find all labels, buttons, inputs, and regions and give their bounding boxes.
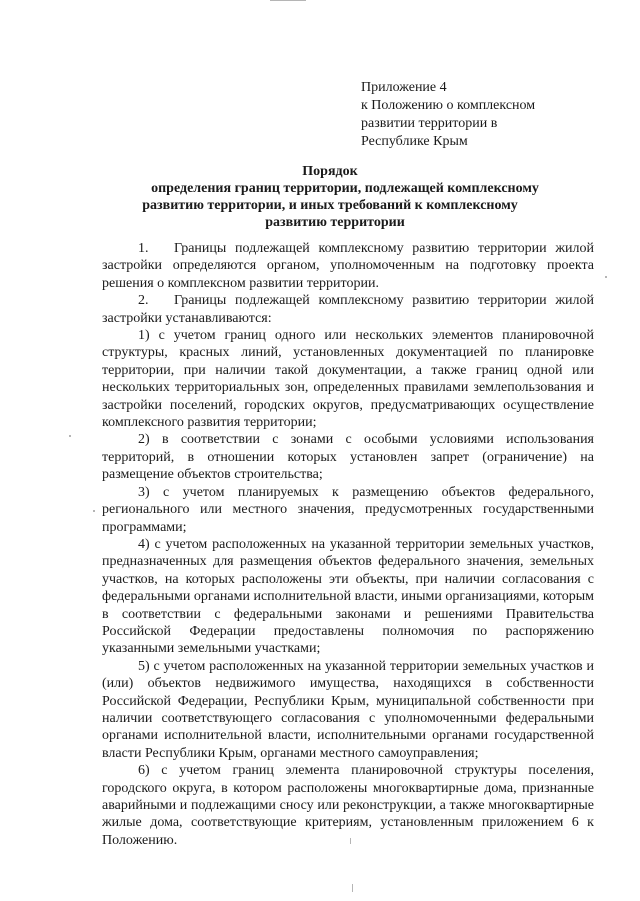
title-line-3: развитию территории, и иных требований к комплексному bbox=[142, 198, 518, 213]
scan-mark-top bbox=[270, 0, 306, 1]
title-line-4: развитию территории bbox=[265, 215, 405, 230]
title-line-1: Порядок bbox=[302, 164, 358, 179]
appendix-line-1: Приложение 4 bbox=[361, 80, 447, 95]
document-title bbox=[120, 163, 540, 231]
paragraph-1 bbox=[102, 240, 594, 292]
scan-speck-4 bbox=[350, 838, 351, 844]
scan-speck-2 bbox=[69, 435, 71, 437]
scan-speck-5 bbox=[352, 884, 353, 892]
appendix-line-4: Республике Крым bbox=[361, 134, 468, 149]
list-item-1: 1) с учетом границ одного или нескольких элементов планировочной структуры, красных линий, установленных документацией по планировке территории, при наличии такой документации, а также границ одной или нескольких территориальных зон, определенных правилами землепользования и застройки поселений, городских округов, предусматривающих осуществление комплексного развития территории; bbox=[102, 328, 594, 431]
paragraph-2 bbox=[102, 292, 594, 327]
document-body bbox=[102, 240, 594, 849]
paragraph-1-text: Границы подлежащей комплексному развитию территории жилой застройки определяются органом, уполномоченным на подготовку проекта решения о комплексном развитии территории. bbox=[102, 241, 594, 291]
paragraph-1-number: 1. bbox=[138, 241, 149, 256]
appendix-line-2: к Положению о комплексном bbox=[361, 98, 536, 113]
list-item-4: 4) с учетом расположенных на указанной территории земельных участков, предназначенных для размещения объектов федерального значения, земельных участков, на которых расположены эти объекты, при наличии согласования с федеральными органами исполнительной власти, иными организациями, которым в соответствии с федеральными законами и решениями Правительства Российской Федерации предоставлены полномочия по распоряжению указанными земельными участками; bbox=[102, 536, 594, 657]
list-item-3: 3) с учетом планируемых к размещению объектов федерального, регионального или местного значения, предусмотренных государственными программами; bbox=[102, 484, 594, 535]
list-item-5: 5) с учетом расположенных на указанной территории земельных участков и (или) объектов недвижимого имущества, находящихся в собственности Российской Федерации, Республики Крым, муниципальной собственности при наличии соответствующего согласования с уполномоченными федеральными органами исполнительной власти, исполнительными органами государственной власти Республики Крым, органами местного самоуправления; bbox=[102, 658, 594, 761]
scan-speck-1 bbox=[605, 276, 607, 278]
scan-speck-3 bbox=[93, 510, 95, 512]
appendix-line-3: развитии территории в bbox=[361, 116, 498, 131]
list-item-6: 6) с учетом границ элемента планировочной структуры поселения, городского округа, в котором расположены многоквартирные дома, признанные аварийными и подлежащими сносу или реконструкции, а также многоквартирные жилые дома, соответствующие критериям, установленным приложением 6 к Положению. bbox=[102, 763, 594, 848]
paragraph-2-text: Границы подлежащей комплексному развитию территории жилой застройки устанавливаются: bbox=[102, 293, 594, 326]
paragraph-2-number: 2. bbox=[138, 293, 149, 309]
title-line-2: определения границ территории, подлежащей комплексному bbox=[151, 181, 539, 196]
list-item-2: 2) в соответствии с зонами с особыми условиями использования территорий, в отношении которых установлен запрет (ограничение) на размещение объектов строительства; bbox=[102, 432, 594, 483]
appendix-header bbox=[361, 79, 535, 151]
